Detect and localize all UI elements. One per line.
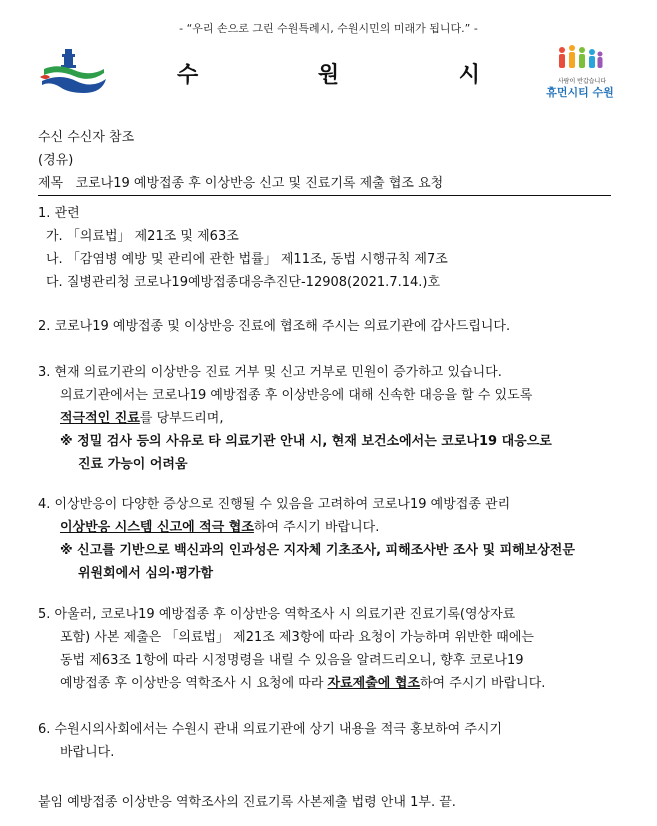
logo-text: 휴먼시티 수원 xyxy=(546,86,614,99)
subject-line xyxy=(38,175,443,193)
section-5-line-1: 5. 아울러, 코로나19 예방접종 후 이상반응 역학조사 시 의료기관 진료기록(영상자료 xyxy=(38,607,516,622)
section-6-line-1: 6. 수원시의사회에서는 수원시 관내 의료기관에 상기 내용을 적극 홍보하여 주시기 xyxy=(38,722,503,737)
section-5-line-4-rest: 하여 주시기 바랍니다. xyxy=(419,676,546,691)
section-4-emphasis: 이상반응 시스템 신고에 적극 협조 xyxy=(60,520,254,535)
subject-text: 코로나19 예방접종 후 이상반응 신고 및 진료기록 제출 협조 요청 xyxy=(75,176,444,191)
section-5-emphasis: 자료제출에 협조 xyxy=(327,676,420,691)
human-city-suwon-logo xyxy=(540,44,620,100)
section-3-line-3-rest: 를 당부드리며, xyxy=(139,411,224,426)
section-6-line-2: 바랍니다. xyxy=(60,745,115,760)
logo-tagline: 사람이 반갑습니다 xyxy=(557,78,607,85)
section-3-emphasis: 적극적인 진료 xyxy=(60,411,140,426)
recipient-line: 수신 수신자 참조 xyxy=(38,130,135,145)
attachment-line: 붙임 예방접종 이상반응 역학조사의 진료기록 사본제출 법령 안내 1부. 끝. xyxy=(38,795,456,810)
section-4-line-2-rest: 하여 주시기 바랍니다. xyxy=(253,520,380,535)
section-4-line-2 xyxy=(60,519,379,537)
section-5-line-3: 동법 제63조 1항에 따라 시정명령을 내릴 수 있음을 알려드리오니, 향후 코로나19 xyxy=(60,653,524,668)
section-5-line-2: 포함) 사본 제출은 「의료법」 제21조 제3항에 따라 요청이 가능하며 위반한 때에는 xyxy=(60,630,534,645)
section-1-title: 1. 관련 xyxy=(38,206,80,221)
section-3-note-line-2: 진료 가능이 어려움 xyxy=(78,457,188,472)
section-1-item-b: 나. 「감염병 예방 및 관리에 관한 법률」 제11조, 동법 시행규칙 제7조 xyxy=(46,252,448,267)
section-5-line-4-pre: 예방접종 후 이상반응 역학조사 시 요청에 따라 xyxy=(60,676,328,691)
slogan: - “우리 손으로 그린 수원특례시, 수원시민의 미래가 됩니다.” - xyxy=(179,22,478,35)
section-1-item-a: 가. 「의료법」 제21조 및 제63조 xyxy=(46,229,239,244)
section-3-line-1: 3. 현재 의료기관의 이상반응 진료 거부 및 신고 거부로 민원이 증가하고 있습니다. xyxy=(38,365,502,380)
via-line: (경유) xyxy=(38,153,74,168)
subject-label: 제목 xyxy=(38,176,64,191)
section-3-line-2: 의료기관에서는 코로나19 예방접종 후 이상반응에 대해 신속한 대응을 할 수 있도록 xyxy=(60,388,533,403)
section-3-line-3 xyxy=(60,410,224,428)
organization-title: 수 원 시 xyxy=(176,63,537,88)
section-4-note-line-1: ※ 신고를 기반으로 백신과의 인과성은 지자체 기초조사, 피해조사반 조사 및 피해보상전문 xyxy=(60,543,575,558)
section-4-line-1: 4. 이상반응이 다양한 증상으로 진행될 수 있음을 고려하여 코로나19 예방접종 관리 xyxy=(38,497,511,512)
section-5-line-4 xyxy=(60,675,545,693)
section-4-note-line-2: 위원회에서 심의·평가함 xyxy=(78,566,214,581)
section-2: 2. 코로나19 예방접종 및 이상반응 진료에 협조해 주시는 의료기관에 감사드립니다. xyxy=(38,319,511,334)
section-1-item-c: 다. 질병관리청 코로나19예방접종대응추진단-12908(2021.7.14.)호 xyxy=(46,275,441,290)
section-3-note-line-1: ※ 정밀 검사 등의 사유로 타 의료기관 안내 시, 현재 보건소에서는 코로나19 대응으로 xyxy=(60,434,552,449)
subject-divider xyxy=(38,195,611,196)
